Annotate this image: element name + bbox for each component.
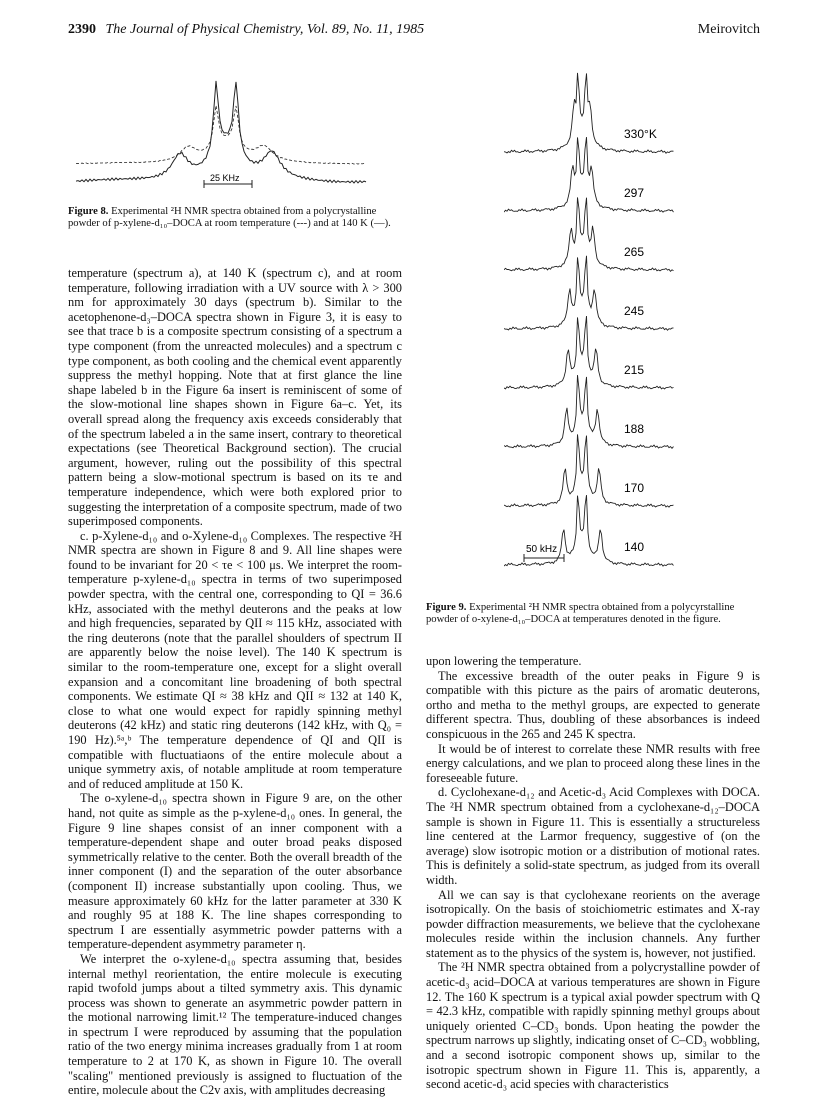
fig8-scale-label: 25 KHz [210,173,240,183]
spectrum-trace [504,256,674,330]
spectrum-140k-trace [76,81,366,183]
spectrum-trace [504,137,674,212]
figure-9-spectra [504,44,704,596]
journal-title: The Journal of Physical Chemistry, Vol. 89, No. 11, 1985 [105,22,425,37]
figure-8-caption [68,206,400,231]
temperature-label: 265 [624,245,645,259]
page-header [68,22,760,42]
temperature-label: 297 [624,186,645,200]
paragraph: We interpret the o-xylene-d₁₀ spectra assuming that, besides internal methyl reorientation, the entire molecule is executing rapid twofold jumps about a tilted symmetry axis. This dynamic process was shown to generate an asymmetric powder pattern in the motional narrowing limit.¹² The temperature-induced changes in spectrum I were reproduced by assuming that the population ratio of the two energy minima increases gradually from 1 at room temperature to 2 at 170 K, as shown in Figure 10. The overall "scaling" mentioned previously is assigned to fluctuation of the entire, molecule about the C2v axis, with amplitudes decreasing [68,951,402,1098]
fig9-scale-label: 50 kHz [526,544,558,555]
temperature-label: 170 [624,481,645,495]
spectrum-trace [504,316,674,389]
paragraph: d. Cyclohexane-d₁₂ and Acetic-d₃ Acid Complexes with DOCA. The ²H NMR spectrum obtained from a cyclohexane-d₁₂–DOCA sample is shown in Figure 11. This is essentially a structureless line centered at the Larmor frequency, suggestive of (on the average) slow isotropic motion or a distribution of motional rates. This is definitely a solid-state spectrum, as judged from its overall width. [426,785,760,887]
spectrum-room-temp-trace [76,106,366,165]
paragraph: temperature (spectrum a), at 140 K (spectrum c), and at room temperature, following irradiation with a UV source with λ > 300 nm for approximately 30 days (spectrum b). Similar to the acetophenone-d₃–DOCA spectra shown in Figure 3, it is easy to see that trace b is a composite spectrum consisting of a spectrum a type component (from the unreacted molecules) and a spectrum c type component, as both cooling and the chemical event apparently suppress the methyl hopping. Note that at first glance the line shape labeled b in the Figure 6a insert is reminiscent of some of the slow-motional line shapes shown in Figure 6a–c. Yet, its overall spread along the frequency axis exceeds considerably that of the spectrum labeled a in the same insert, contrary to theoretical expectations (see Theoretical Background section). The crucial argument, however, ruling out the possibility of this spectral pattern being a slow-motional spectrum is based on its τe and temperature independence, which were both explored prior to suggesting the interpretation of a composite spectrum, made of two superimposed components. [68,266,402,529]
figure-9-caption-text: Experimental ²H NMR spectra obtained from a polycyrstalline powder of o-xylene-d₁₀–DOCA at temperatures denoted in the figure. [426,602,735,626]
temperature-label: 330°K [624,127,657,141]
paragraph: All we can say is that cyclohexane reorients on the average isotropically. On the basis of stoichiometric estimates and X-ray powder diffraction measurements, we believe that the cyclohexane molecules reside within the inclusion channels. Any further statement as to the physics of the system is, however, not justified. [426,887,760,960]
spectrum-trace [504,197,674,271]
page-number: 2390 [68,22,96,37]
temperature-label: 215 [624,363,645,377]
temperature-label: 188 [624,422,645,436]
left-text-column [68,266,402,1098]
author-name: Meirovitch [697,22,760,37]
spectrum-trace [504,73,674,153]
paragraph: The o-xylene-d₁₀ spectra shown in Figure 9 are, on the other hand, not quite as simple as the p-xylene-d₁₀ ones. In general, the Figure 9 line shapes consist of an inner component with a temperature-dependent shape and outer broad peaks disposed symmetrically relative to the center. Both the overall breadth of the inner component (I) and the separation of the outer absorbance (component II) increase substantially upon cooling. Thus, we measure approximately 60 kHz for the latter parameter at 330 K and roughly 95 at 188 K. The line shapes corresponding to spectrum I are essentially asymmetric powder patterns with a temperature-dependent asymmetry parameter η. [68,791,402,952]
figure-8-label: Figure 8. [68,206,109,217]
spectrum-trace [504,434,674,507]
figure-9-caption [426,602,760,627]
paragraph: upon lowering the temperature. [426,654,582,668]
paragraph: c. p-Xylene-d₁₀ and o-Xylene-d₁₀ Complexes. The respective ²H NMR spectra are shown in Figure 8 and 9. All line shapes were found to be invariant for 20 < τe < 100 μs. We interpret the room-temperature p-xylene-d₁₀ spectra in terms of two superimposed powder spectra, with the central one, corresponding to QI = 36.6 kHz, associated with the methyl deuterons and the peaks at low and high frequencies, separated by QII ≈ 115 kHz, associated with the ring deuterons (note that the parallel shoulders of spectrum II are apparently below the noise level). The 140 K spectrum is similar to the room-temperature one, except for a slight overall expansion and a concomitant line broadening of both spectral components. We estimate QI ≈ 38 kHz and QII ≈ 132 at 140 K, close to what one would expect for rapidly spinning methyl deuterons (42 kHz) and static ring deuterons (142 kHz, with Q₀ = 190 Hz).⁵ᵃ,ᵇ The temperature dependence of QI and QII is compatible with fluctuatiaons of the entire molecule about a unique symmetry axis, of notable amplitude at room temperature and of reduced amplitude at 150 K. [68,528,402,791]
figure-8-spectrum [76,44,376,202]
paragraph: The excessive breadth of the outer peaks in Figure 9 is compatible with this picture as the pairs of aromatic deuterons, ortho and metha to the methyl groups, are expected to generate different spectra. Thus, doubling of these absorbances is indeed conspicuous in the 265 and 245 K spectra. [426,668,760,741]
spectrum-trace [504,375,674,448]
paragraph: It would be of interest to correlate these NMR results with free energy calculations, and we plan to proceed along these lines in the foreseeable future. [426,741,760,785]
figure-9-label: Figure 9. [426,602,467,613]
temperature-label: 245 [624,304,645,318]
temperature-label: 140 [624,540,645,554]
right-text-column [426,654,760,1092]
paragraph: The ²H NMR spectra obtained from a polycrystalline powder of acetic-d₃ acid–DOCA at various temperatures are shown in Figure 12. The 160 K spectrum is a typical axial powder spectrum with Q = 42.3 kHz, compatible with rapidly spinning methyl groups about uniquely oriented C–CD₃ bonds. Upon heating the powder the spectrum narrows up slightly, indicating onset of C–CD₃ wobbling, and a second isotropic component shows up, similar to the isotropic spectrum shown in Figure 11. This is, apparently, a second acetic-d₃ acid species with characteristics [426,960,760,1092]
figure-8-caption-text: Experimental ²H NMR spectra obtained from a polycrystalline powder of p-xylene-d₁₀–DOCA at room temperature (---) and at 140 K (—). [68,206,391,230]
